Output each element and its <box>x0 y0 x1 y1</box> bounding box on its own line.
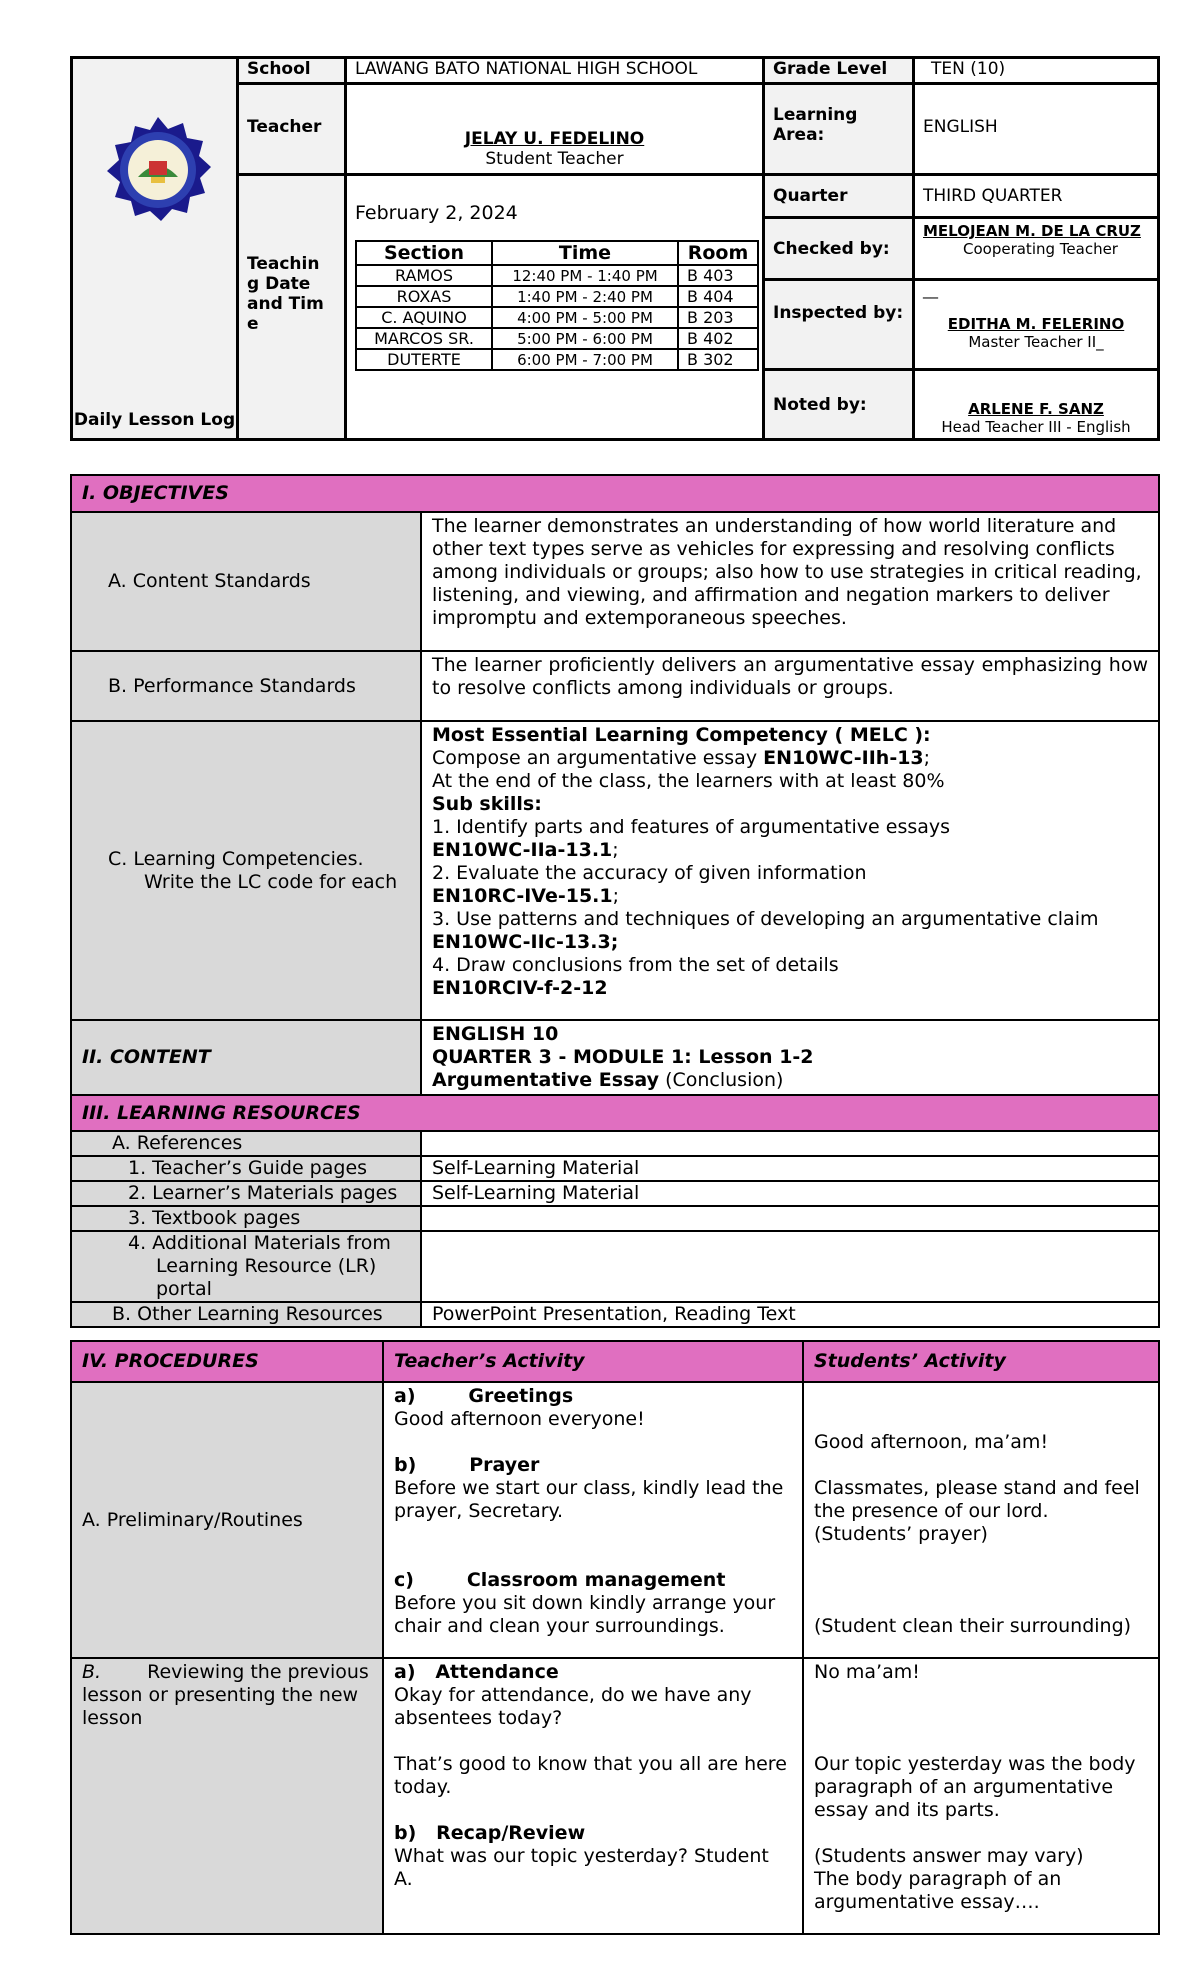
competencies-label-1: C. Learning Competencies. <box>108 847 364 870</box>
content-standards-label: A. Content Standards <box>71 512 421 651</box>
school-seal-icon <box>103 115 213 230</box>
learning-area-label: Learning Area: <box>764 84 914 175</box>
skill-1: 1. Identify parts and features of argumentative essays <box>432 816 951 838</box>
schedule-cell: ROXAS <box>356 286 492 307</box>
schedule-header-cell: Room <box>678 241 758 265</box>
melc-code: EN10WC-IIh-13 <box>763 747 924 769</box>
teachers-guide-value: Self-Learning Material <box>421 1156 1159 1181</box>
other-resources-label: B. Other Learning Resources <box>71 1302 421 1327</box>
logo-cell <box>72 58 238 440</box>
skill-4: 4. Draw conclusions from the set of details <box>432 954 839 976</box>
classroom-management-text: Before you sit down kindly arrange your chair and clean your surroundings. <box>394 1592 776 1637</box>
reviewing-text: Reviewing the previous lesson or presenting the new lesson <box>82 1661 369 1729</box>
quarter-label: Quarter <box>764 175 914 218</box>
date-cell <box>346 175 764 440</box>
preliminary-label: A. Preliminary/Routines <box>71 1382 383 1658</box>
preliminary-students <box>803 1382 1159 1658</box>
student-clean: (Student clean their surrounding) <box>814 1615 1132 1637</box>
reviewing-students <box>803 1658 1159 1934</box>
noted-cell <box>914 370 1159 440</box>
skill-3-code: EN10WC-IIc-13.3; <box>432 931 619 953</box>
references-value <box>421 1131 1159 1156</box>
schedule-cell: MARCOS SR. <box>356 328 492 349</box>
inspected-name: EDITHA M. FELERINO <box>947 315 1125 333</box>
teaching-label-text: Teaching Date and Time <box>247 254 324 334</box>
melc-text: Compose an argumentative essay <box>432 747 764 769</box>
checked-name: MELOJEAN M. DE LA CRUZ <box>923 222 1141 240</box>
prayer-title: b) Prayer <box>394 1454 540 1476</box>
schedule-cell: 12:40 PM - 1:40 PM <box>492 265 678 286</box>
inspected-cell <box>914 280 1159 370</box>
schedule-cell: B 404 <box>678 286 758 307</box>
schedule-cell: B 403 <box>678 265 758 286</box>
schedule-row <box>356 286 758 307</box>
additional-materials-label-2: Learning Resource (LR) <box>156 1255 377 1277</box>
classroom-management-title: c) Classroom management <box>394 1569 726 1591</box>
school-label: School <box>238 58 346 84</box>
competencies-text <box>421 721 1159 1020</box>
content-standards-text: The learner demonstrates an understanding of how world literature and other text types serve as vehicles for expressing and resolving conflicts among individuals or groups; also how to use strategies in critical reading, listening, and viewing, and affirmation and negation markers to deliver impromptu and extemporaneous speeches. <box>421 512 1159 651</box>
schedule-cell: RAMOS <box>356 265 492 286</box>
schedule-header-cell: Section <box>356 241 492 265</box>
procedures-title: IV. PROCEDURES <box>71 1341 383 1382</box>
checked-label: Checked by: <box>764 218 914 280</box>
schedule-header-cell: Time <box>492 241 678 265</box>
skill-3: 3. Use patterns and techniques of developing an argumentative claim <box>432 908 1099 930</box>
header-table <box>70 56 1160 441</box>
grade-label: Grade Level <box>764 58 914 84</box>
grade-value: TEN (10) <box>914 58 1159 84</box>
lesson-date: February 2, 2024 <box>355 202 518 224</box>
melc-title: Most Essential Learning Competency ( MELC ): <box>432 724 931 746</box>
greetings-title: a) Greetings <box>394 1385 574 1407</box>
sub-skills-title: Sub skills: <box>432 793 542 815</box>
reviewing-label <box>71 1658 383 1934</box>
schedule-row <box>356 328 758 349</box>
objectives-title: I. OBJECTIVES <box>71 475 1159 512</box>
performance-standards-label: B. Performance Standards <box>71 651 421 721</box>
textbook-label: 3. Textbook pages <box>71 1206 421 1231</box>
schedule-header-row <box>356 241 758 265</box>
additional-materials-label-3: portal <box>156 1278 212 1300</box>
schedule-row <box>356 349 758 370</box>
content-line-1: ENGLISH 10 <box>432 1023 559 1045</box>
inspected-label: Inspected by: <box>764 280 914 370</box>
checked-cell <box>914 218 1159 280</box>
resources-title: III. LEARNING RESOURCES <box>71 1095 1159 1131</box>
skill-1-code: EN10WC-IIa-13.1 <box>432 839 613 861</box>
textbook-value <box>421 1206 1159 1231</box>
schedule-cell: 6:00 PM - 7:00 PM <box>492 349 678 370</box>
inspected-role: Master Teacher II_ <box>968 333 1104 351</box>
learners-materials-label: 2. Learner’s Materials pages <box>71 1181 421 1206</box>
melc-semi: ; <box>923 747 931 769</box>
content-label: II. CONTENT <box>71 1020 421 1095</box>
skill-1-semi: ; <box>612 839 619 861</box>
schedule-cell: C. AQUINO <box>356 307 492 328</box>
learners-materials-value: Self-Learning Material <box>421 1181 1159 1206</box>
procedures-table <box>70 1340 1160 1935</box>
noted-name: ARLENE F. SANZ <box>968 400 1104 418</box>
noted-role: Head Teacher III - English <box>941 418 1131 436</box>
student-prayer: Classmates, please stand and feel the presence of our lord. <box>814 1477 1140 1522</box>
student-prayer-note: (Students’ prayer) <box>814 1523 988 1545</box>
skill-2: 2. Evaluate the accuracy of given information <box>432 862 867 884</box>
quarter-value: THIRD QUARTER <box>914 175 1159 218</box>
student-greeting: Good afternoon, ma’am! <box>814 1431 1049 1453</box>
melc-line <box>432 747 1148 770</box>
student-no: No ma’am! <box>814 1661 920 1683</box>
teaching-label <box>238 175 346 440</box>
skill-2-code: EN10RC-IVe-15.1 <box>432 885 613 907</box>
student-vary-2: The body paragraph of an argumentative essay…. <box>814 1868 1062 1913</box>
teacher-cell <box>346 84 764 175</box>
teacher-activity-header: Teacher’s Activity <box>383 1341 803 1382</box>
skill-2-semi: ; <box>612 885 620 907</box>
content-line-3-rest: (Conclusion) <box>659 1069 784 1091</box>
inspected-mark: __ <box>923 281 938 299</box>
preliminary-teacher <box>383 1382 803 1658</box>
references-label: A. References <box>71 1131 421 1156</box>
schedule-row <box>356 307 758 328</box>
prayer-text: Before we start our class, kindly lead the prayer, Secretary. <box>394 1477 784 1522</box>
doc-type: Daily Lesson Log <box>73 410 236 430</box>
content-line-2: QUARTER 3 - MODULE 1: Lesson 1-2 <box>432 1046 814 1068</box>
schedule-table <box>355 240 759 371</box>
additional-materials-value <box>421 1231 1159 1302</box>
skill-4-code: EN10RCIV-f-2-12 <box>432 977 608 999</box>
teacher-name: JELAY U. FEDELINO <box>464 129 645 149</box>
competencies-label-2: Write the LC code for each <box>144 870 398 893</box>
student-vary: (Students answer may vary) <box>814 1845 1084 1867</box>
competencies-label <box>71 721 421 1020</box>
additional-materials-label-1: 4. Additional Materials from <box>128 1232 391 1254</box>
attendance-text-2: That’s good to know that you all are here today. <box>394 1753 787 1798</box>
skill-2-code-line <box>432 885 1148 908</box>
additional-materials-label <box>71 1231 421 1302</box>
school-value: LAWANG BATO NATIONAL HIGH SCHOOL <box>346 58 764 84</box>
other-resources-value: PowerPoint Presentation, Reading Text <box>421 1302 1159 1327</box>
performance-standards-text: The learner proficiently delivers an argumentative essay emphasizing how to resolve conflicts among individuals or groups. <box>421 651 1159 721</box>
schedule-cell: DUTERTE <box>356 349 492 370</box>
objectives-table <box>70 474 1160 1328</box>
noted-label: Noted by: <box>764 370 914 440</box>
student-activity-header: Students’ Activity <box>803 1341 1159 1382</box>
schedule-cell: 1:40 PM - 2:40 PM <box>492 286 678 307</box>
content-line-3 <box>432 1069 1148 1092</box>
schedule-cell: B 302 <box>678 349 758 370</box>
teacher-role: Student Teacher <box>485 149 624 169</box>
teacher-label: Teacher <box>238 84 346 175</box>
skill-1-code-line <box>432 839 1148 862</box>
content-cell <box>421 1020 1159 1095</box>
greetings-text: Good afternoon everyone! <box>394 1408 645 1430</box>
end-text: At the end of the class, the learners with at least 80% <box>432 770 945 792</box>
content-line-3-bold: Argumentative Essay <box>432 1069 660 1091</box>
learning-area-value: ENGLISH <box>914 84 1159 175</box>
recap-title: b) Recap/Review <box>394 1822 586 1844</box>
attendance-title: a) Attendance <box>394 1661 559 1683</box>
reviewing-letter: B. <box>82 1661 102 1683</box>
student-topic: Our topic yesterday was the body paragraph of an argumentative essay and its parts. <box>814 1753 1136 1821</box>
recap-text: What was our topic yesterday? Student A. <box>394 1845 769 1890</box>
attendance-text: Okay for attendance, do we have any absentees today? <box>394 1684 752 1729</box>
checked-role: Cooperating Teacher <box>963 240 1118 258</box>
schedule-cell: 4:00 PM - 5:00 PM <box>492 307 678 328</box>
schedule-cell: B 402 <box>678 328 758 349</box>
reviewing-teacher <box>383 1658 803 1934</box>
schedule-cell: 5:00 PM - 6:00 PM <box>492 328 678 349</box>
schedule-cell: B 203 <box>678 307 758 328</box>
schedule-row <box>356 265 758 286</box>
teachers-guide-label: 1. Teacher’s Guide pages <box>71 1156 421 1181</box>
